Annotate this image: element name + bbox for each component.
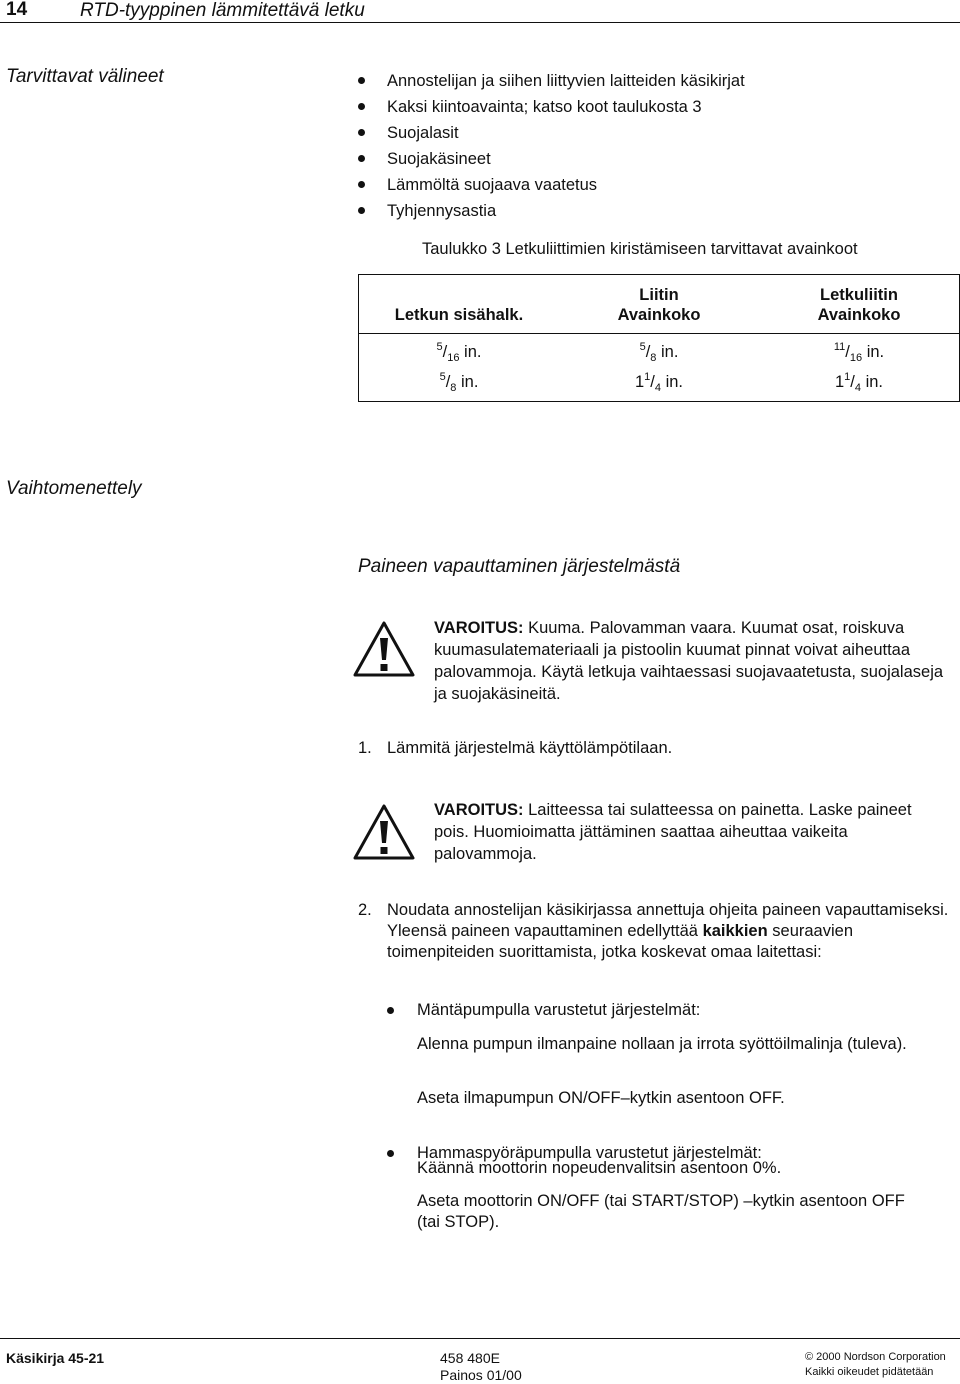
list-item <box>358 94 745 120</box>
warning-text-pressure <box>434 799 914 865</box>
footer-line: 458 480E <box>440 1350 500 1366</box>
gear-pump-step-b: Aseta moottorin ON/OFF (tai START/STOP) –kytkin asentoon OFF (tai STOP). <box>417 1192 905 1231</box>
footer-part-number <box>440 1350 522 1384</box>
step-number: 2. <box>358 901 372 919</box>
header-line: Avainkoko <box>617 306 701 324</box>
footer-rule <box>0 1338 960 1339</box>
list-item-text: Suojalasit <box>387 124 459 142</box>
list-item-text: Kaksi kiintoavainta; katso koot taulukosta 3 <box>387 98 702 116</box>
table-caption: Taulukko 3 Letkuliittimien kiristämiseen tarvittavat avainkoot <box>422 240 858 258</box>
warning-triangle-icon <box>352 803 416 861</box>
step-text: Noudata annostelijan käsikirjassa annettuja ohjeita paineen vapauttamiseksi. Yleensä paineen vapauttaminen edellyttää kaikkien seuraavien toimenpiteiden suorittamista, jotka koskevat omaa laitettasi: <box>387 901 949 961</box>
piston-pump-step-a: Alenna pumpun ilmanpaine nollaan ja irrota syöttöilmalinja (tuleva). <box>417 1035 907 1053</box>
list-item <box>358 146 745 172</box>
bullet-icon <box>387 1007 394 1014</box>
tools-list <box>358 68 745 224</box>
piston-pump-item <box>387 1001 960 1020</box>
list-item <box>358 198 745 224</box>
table-cell: $^{11}/_{16}$ in. <box>833 341 885 364</box>
header-line: Letkuliitin <box>820 286 898 304</box>
list-item-text: Lämmöltä suojaava vaatetus <box>387 176 598 194</box>
bullet-icon <box>358 77 365 84</box>
gear-pump-step-a: Käännä moottorin nopeudenvalitsin asentoon 0%. <box>417 1159 782 1177</box>
bullet-icon <box>358 207 365 214</box>
step-1 <box>358 738 958 760</box>
footer-line: Painos 01/00 <box>440 1367 522 1383</box>
table-cell: $^5/_8$ in. <box>639 341 679 364</box>
warning-body: Kuuma. Palovamman vaara. Kuumat osat, roiskuva kuumasulatemateriaali ja pistoolin kuumat pinnat voivat aiheuttaa palovammoja. Käytä letkuja vaihtaessasi suojavaatetusta, suojalaseja ja suojakäsineitä. <box>434 619 944 703</box>
list-item <box>358 68 745 94</box>
warning-triangle-icon <box>352 620 416 678</box>
table-header <box>759 285 959 325</box>
list-item-text: Annostelijan ja siihen liittyvien laitteiden käsikirjat <box>387 72 745 90</box>
bullet-icon <box>358 155 365 162</box>
table-cell: $1^1/_4$ in. <box>634 371 684 394</box>
page-number: 14 <box>6 0 28 20</box>
footer-line: © 2000 Nordson Corporation <box>805 1351 946 1363</box>
step-text: Lämmitä järjestelmä käyttölämpötilaan. <box>387 739 673 757</box>
procedure-heading: Vaihtomenettely <box>6 478 142 499</box>
table-cell: $^5/_8$ in. <box>439 371 479 394</box>
bullet-icon <box>387 1150 394 1157</box>
list-item-text: Tyhjennysastia <box>387 202 497 220</box>
page-title: RTD-tyyppinen lämmitettävä letku <box>80 0 365 21</box>
header-line: Avainkoko <box>817 306 901 324</box>
header-line: Letkun sisähalk. <box>394 306 524 324</box>
warning-text-hot <box>434 617 954 705</box>
footer-manual-number: Käsikirja 45-21 <box>6 1350 105 1366</box>
table-header <box>359 285 559 325</box>
piston-pump-step-b: Aseta ilmapumpun ON/OFF–kytkin asentoon OFF. <box>417 1089 785 1107</box>
step-number: 1. <box>358 739 372 757</box>
table-cell: $1^1/_4$ in. <box>834 371 884 394</box>
warning-body: Laitteessa tai sulatteessa on painetta. Laske paineet pois. Huomioimatta jättäminen saattaa aiheuttaa vaikeita palovammoja. <box>434 801 912 863</box>
table-header-rule <box>359 333 959 334</box>
bullet-icon <box>358 103 365 110</box>
tools-heading: Tarvittavat välineet <box>6 66 164 87</box>
table-header <box>559 285 759 325</box>
header-rule <box>0 22 960 23</box>
table-cell: $^5/_{16}$ in. <box>436 341 482 364</box>
footer-line: Kaikki oikeudet pidätetään <box>805 1366 934 1378</box>
header-line: Liitin <box>639 286 679 304</box>
step-2 <box>358 900 960 986</box>
footer-copyright <box>805 1350 946 1380</box>
wrench-size-table <box>358 274 960 402</box>
warning-label: VAROITUS: <box>434 801 524 819</box>
warning-label: VAROITUS: <box>434 619 524 637</box>
bullet-icon <box>358 181 365 188</box>
list-item <box>358 172 745 198</box>
list-item <box>358 120 745 146</box>
list-item-text: Suojakäsineet <box>387 150 491 168</box>
pressure-relief-subheading: Paineen vapauttaminen järjestelmästä <box>358 556 681 577</box>
piston-pump-label: Mäntäpumpulla varustetut järjestelmät: <box>417 1001 701 1019</box>
gear-pump-label: Hammaspyöräpumpulla varustetut järjestelmät: <box>417 1144 762 1162</box>
bullet-icon <box>358 129 365 136</box>
